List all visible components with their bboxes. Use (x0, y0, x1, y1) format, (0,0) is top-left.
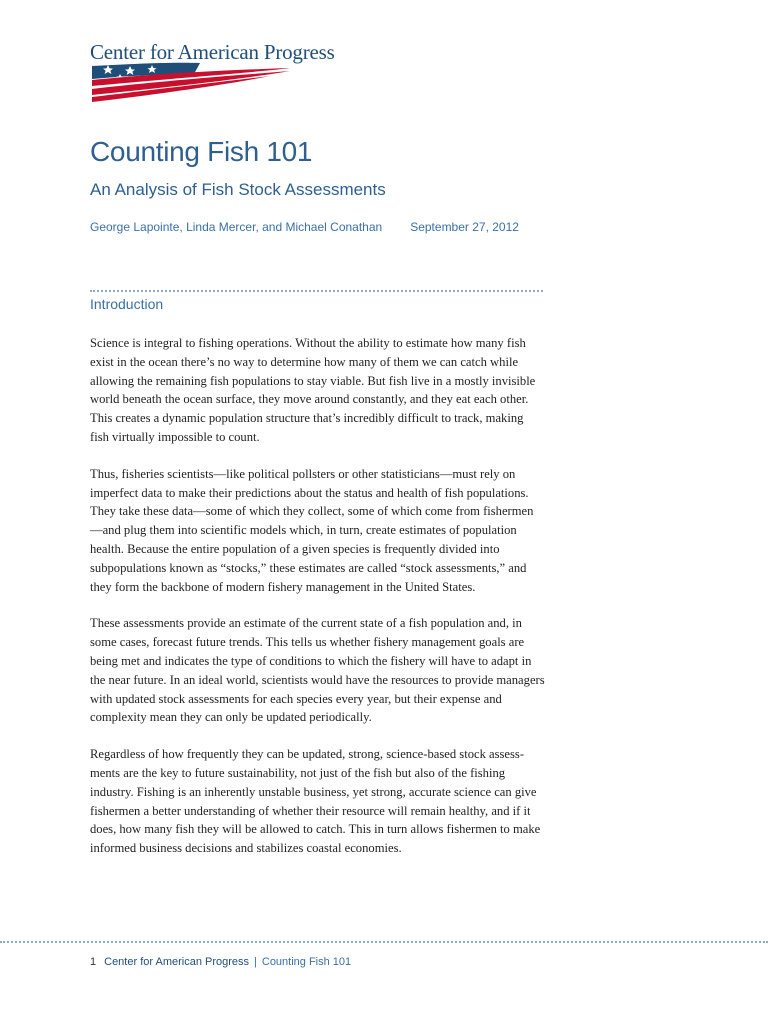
logo-wordmark: Center for American Progress (90, 40, 335, 64)
paragraph: Thus, fisheries scientists—like political pollsters or other statisticians—must rely on imperfect data to make their predictions about the status and health of fish populations. They take these data—some of which they collect, some of which come from fishermen—and plug them into scientific models which, in turn, create estimates of population health. Because the entire population of a given species is frequently divided into subpopulations known as “stocks,” these estimates are called “stock assessments,” and they form the backbone of modern fishery management in the United States. (90, 466, 534, 594)
page-subtitle: An Analysis of Fish Stock Assessments (90, 180, 386, 199)
footer-doc-title: Counting Fish 101 (261, 956, 352, 968)
page-number: 1 (90, 956, 97, 968)
cap-logo (90, 40, 340, 102)
footer-org: Center for American Progress (104, 956, 250, 968)
footer-separator: | (254, 956, 257, 968)
body-text (90, 334, 545, 876)
page-title: Counting Fish 101 (90, 136, 313, 167)
paragraph: Regardless of how frequently they can be updated, strong, science-based stock assessments are the key to future sustainability, not just of the fish but also of the fishing industry. Fishing is an inherently unstable business, yet strong, accurate science can give fishermen a better understanding of whether their resource will remain healthy, and if it does, how many fish they will be allowed to catch. This in turn allows fishermen to make informed business decisions and stabilizes coastal economies. (90, 747, 541, 856)
section-heading: Introduction (90, 296, 164, 312)
publication-date: September 27, 2012 (410, 220, 519, 234)
american-flag-swoosh-icon (90, 62, 340, 102)
byline (90, 220, 519, 234)
paragraph: These assessments provide an estimate of the current state of a fish population and, in some cases, forecast future trends. This tells us whether fishery management goals are being met and indicates the type of conditions to which the fishery will have to adapt in the near future. In an ideal world, scientists would have the resources to provide managers with updated stock assessments for each species every year, but their expense and complexity mean they can only be updated periodically. (90, 616, 545, 725)
footer-divider (0, 941, 768, 943)
paragraph: Science is integral to fishing operations. Without the ability to estimate how many fish exist in the ocean there’s no way to determine how many of them we can catch while allowing the remaining fish populations to stay viable. But fish live in a mostly invisible world beneath the ocean surface, they move around constantly, and they eat each other. This creates a dynamic population structure that’s incredibly difficult to track, making fish virtually impossible to count. (90, 336, 536, 444)
page-footer (90, 956, 351, 968)
section-divider (90, 290, 543, 292)
authors: George Lapointe, Linda Mercer, and Michael Conathan (90, 220, 383, 234)
